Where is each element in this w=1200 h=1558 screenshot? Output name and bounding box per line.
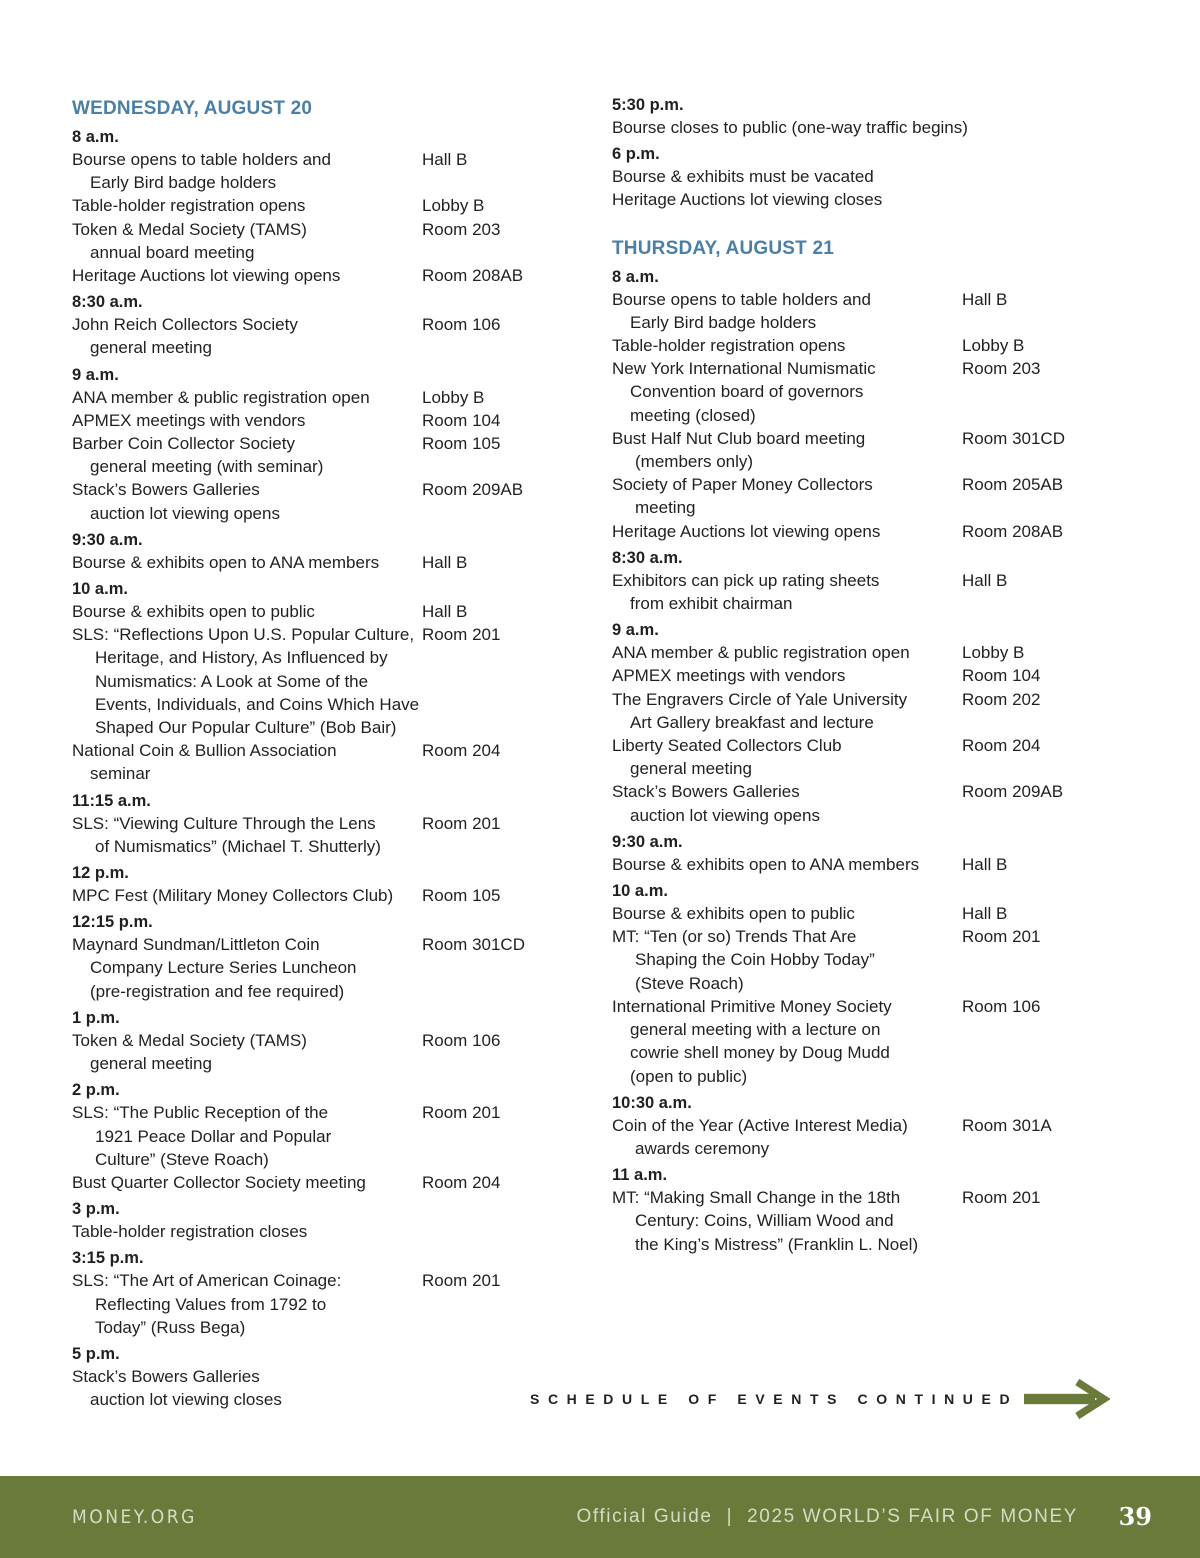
event-description	[612, 925, 962, 995]
event-row	[612, 734, 1132, 780]
event-line: International Primitive Money Society	[612, 996, 892, 1016]
event-description	[72, 386, 422, 409]
event-line: MT: “Ten (or so) Trends That Are	[612, 927, 857, 947]
time-label: 11:15 a.m.	[72, 791, 151, 810]
event-line: Maynard Sundman/Littleton Coin	[72, 935, 320, 955]
event-line: (pre-registration and fee required)	[90, 981, 345, 1001]
event-line: APMEX meetings with vendors	[72, 410, 306, 430]
event-line: Token & Medal Society (TAMS)	[72, 1030, 307, 1050]
event-row	[72, 148, 542, 194]
time-label: 6 p.m.	[612, 145, 660, 164]
event-line: 1921 Peace Dollar and Popular	[95, 1126, 332, 1146]
time-label: 2 p.m.	[72, 1081, 120, 1100]
event-description	[612, 853, 962, 876]
event-line: Culture” (Steve Roach)	[95, 1149, 269, 1169]
event-line: Heritage, and History, As Influenced by	[95, 648, 388, 668]
event-description	[612, 427, 962, 473]
event-room: Lobby B	[422, 196, 485, 216]
event-room: Room 208AB	[962, 521, 1064, 541]
event-description	[612, 520, 962, 543]
event-line: Heritage Auctions lot viewing closes	[612, 190, 883, 210]
event-room: Room 209AB	[962, 782, 1064, 802]
event-room	[422, 1365, 542, 1411]
right-blocks	[612, 266, 1132, 1256]
event-line: Shaping the Coin Hobby Today”	[635, 950, 875, 970]
event-room: Room 201	[422, 1103, 501, 1123]
footer-event-name: 2025 WORLD’S FAIR OF MONEY	[747, 1506, 1078, 1527]
event-line: Art Gallery breakfast and lecture	[630, 712, 874, 732]
event-row	[72, 1171, 542, 1194]
event-description	[72, 739, 422, 785]
event-line: seminar	[90, 764, 151, 784]
time-label: 5:30 p.m.	[612, 96, 684, 114]
event-room: Room 201	[962, 927, 1041, 947]
schedule-column-left	[72, 90, 542, 1411]
event-line: Bourse & exhibits open to public	[612, 904, 855, 924]
event-row	[612, 334, 1132, 357]
event-room: Room 205AB	[962, 475, 1064, 495]
event-description	[72, 933, 422, 1003]
event-description	[72, 148, 422, 194]
event-line: Early Bird badge holders	[90, 173, 277, 193]
event-line: National Coin & Bullion Association	[72, 741, 337, 761]
event-line: the King’s Mistress” (Franklin L. Noel)	[635, 1234, 919, 1254]
event-room: Hall B	[422, 150, 468, 169]
event-row	[72, 1269, 542, 1339]
event-description	[72, 600, 422, 623]
event-line: Convention board of governors	[630, 382, 864, 402]
event-room: Room 104	[422, 410, 501, 430]
event-line: Shaped Our Popular Culture” (Bob Bair)	[95, 718, 397, 738]
event-line: Events, Individuals, and Coins Which Have	[95, 694, 420, 714]
event-description	[72, 1171, 422, 1194]
time-label: 10 a.m.	[612, 882, 668, 901]
page-footer	[0, 1476, 1200, 1558]
event-line: Bourse opens to table holders and	[72, 150, 331, 169]
event-row	[72, 1220, 542, 1243]
event-line: meeting	[635, 498, 696, 518]
event-row	[612, 188, 1132, 211]
footer-site: MONEY.ORG	[72, 1506, 197, 1528]
event-line: Bust Half Nut Club board meeting	[612, 428, 866, 448]
event-line: Table-holder registration opens	[612, 336, 846, 356]
event-line: from exhibit chairman	[630, 594, 793, 614]
event-description	[72, 264, 422, 287]
event-row	[72, 432, 542, 478]
event-row	[612, 780, 1132, 826]
right-pre-blocks	[612, 94, 1132, 212]
event-line: Stack’s Bowers Galleries	[72, 480, 260, 500]
event-room: Lobby B	[962, 643, 1025, 663]
event-line: general meeting with a lecture on	[630, 1020, 881, 1040]
event-room: Hall B	[422, 602, 468, 622]
event-line: general meeting	[90, 338, 212, 358]
event-room: Room 201	[422, 1271, 501, 1291]
event-line: Coin of the Year (Active Interest Media)	[612, 1115, 908, 1135]
event-row	[72, 478, 542, 524]
event-line: Stack’s Bowers Galleries	[612, 782, 800, 802]
event-row	[72, 551, 542, 574]
event-room: Hall B	[962, 570, 1008, 590]
time-label: 9:30 a.m.	[72, 530, 143, 549]
event-row	[72, 218, 542, 264]
event-description	[72, 218, 422, 264]
event-room	[962, 165, 1132, 188]
event-line: MPC Fest (Military Money Collectors Club)	[72, 886, 394, 906]
arrow-right-icon	[1024, 1372, 1110, 1426]
event-line: auction lot viewing closes	[90, 1390, 282, 1410]
time-label: 11 a.m.	[612, 1166, 668, 1185]
event-room: Room 201	[422, 813, 501, 833]
event-room: Room 301CD	[422, 935, 525, 955]
event-row	[612, 925, 1132, 995]
event-room: Room 202	[962, 689, 1041, 709]
event-description	[612, 288, 962, 334]
event-line: Early Bird badge holders	[630, 312, 817, 332]
event-line: Century: Coins, William Wood and	[635, 1211, 894, 1231]
event-room: Room 105	[422, 434, 501, 454]
event-description	[72, 478, 422, 524]
event-room: Lobby B	[422, 387, 485, 407]
event-description	[72, 551, 422, 574]
event-line: Bourse opens to table holders and	[612, 289, 871, 309]
left-blocks	[72, 126, 542, 1411]
event-row	[72, 1101, 542, 1171]
event-line: cowrie shell money by Doug Mudd	[630, 1043, 890, 1063]
day-heading-thursday: THURSDAY, AUGUST 21	[612, 237, 834, 259]
event-room: Room 201	[422, 625, 501, 645]
event-room: Room 203	[962, 359, 1041, 379]
event-line: of Numismatics” (Michael T. Shutterly)	[95, 836, 381, 856]
event-row	[72, 739, 542, 785]
event-description	[72, 432, 422, 478]
event-line: Reflecting Values from 1792 to	[95, 1294, 327, 1314]
event-row	[72, 812, 542, 858]
event-line: MT: “Making Small Change in the 18th	[612, 1188, 901, 1208]
event-room: Room 204	[422, 741, 501, 761]
event-row	[72, 313, 542, 359]
event-line: Barber Coin Collector Society	[72, 434, 295, 454]
event-row	[72, 264, 542, 287]
event-room: Room 201	[962, 1188, 1041, 1208]
event-line: Table-holder registration closes	[72, 1222, 308, 1242]
event-line: annual board meeting	[90, 242, 255, 262]
event-line: John Reich Collectors Society	[72, 315, 298, 335]
event-row	[612, 116, 1132, 139]
event-line: New York International Numismatic	[612, 359, 876, 379]
event-line: Bust Quarter Collector Society meeting	[72, 1172, 366, 1192]
event-description	[612, 1186, 962, 1256]
event-room	[422, 1220, 542, 1243]
event-row	[612, 520, 1132, 543]
event-room: Hall B	[962, 289, 1008, 309]
time-label: 12:15 p.m.	[72, 913, 153, 932]
event-row	[612, 1114, 1132, 1160]
event-description	[612, 357, 962, 427]
footer-guide	[576, 1506, 1078, 1528]
event-line: SLS: “Reflections Upon U.S. Popular Culture,	[72, 625, 415, 645]
event-row	[612, 357, 1132, 427]
event-line: Token & Medal Society (TAMS)	[72, 219, 307, 239]
event-description	[612, 473, 962, 519]
event-row	[612, 688, 1132, 734]
event-line: Stack’s Bowers Galleries	[72, 1366, 260, 1386]
event-row	[612, 664, 1132, 687]
event-line: Numismatics: A Look at Some of the	[95, 671, 369, 691]
event-line: ANA member & public registration open	[612, 643, 910, 663]
event-room: Room 301A	[962, 1115, 1052, 1135]
event-description	[72, 812, 422, 858]
event-line: Bourse closes to public (one-way traffic begins)	[612, 118, 968, 137]
event-description	[72, 884, 422, 907]
event-description	[612, 116, 968, 139]
event-line: Company Lecture Series Luncheon	[90, 958, 357, 978]
event-description	[612, 641, 962, 664]
event-description	[72, 1365, 422, 1411]
event-row	[612, 995, 1132, 1088]
event-row	[612, 288, 1132, 334]
event-line: general meeting	[90, 1054, 212, 1074]
event-room	[962, 188, 1132, 211]
event-row	[72, 1029, 542, 1075]
event-description	[72, 1269, 422, 1339]
time-label: 12 p.m.	[72, 864, 129, 883]
event-line: SLS: “Viewing Culture Through the Lens	[72, 813, 376, 833]
event-line: (Steve Roach)	[635, 973, 744, 993]
event-room: Room 204	[962, 736, 1041, 756]
event-description	[612, 780, 962, 826]
event-row	[72, 386, 542, 409]
event-description	[72, 313, 422, 359]
event-row	[72, 409, 542, 432]
event-line: Today” (Russ Bega)	[95, 1317, 246, 1337]
event-row	[612, 853, 1132, 876]
time-label: 9 a.m.	[72, 365, 119, 384]
footer-separator: |	[726, 1506, 734, 1527]
event-description	[72, 1101, 422, 1171]
schedule-continued	[530, 1372, 1110, 1426]
time-label: 5 p.m.	[72, 1344, 120, 1363]
event-line: Society of Paper Money Collectors	[612, 475, 873, 495]
event-line: Heritage Auctions lot viewing opens	[612, 521, 881, 541]
event-row	[72, 194, 542, 217]
event-line: The Engravers Circle of Yale University	[612, 689, 908, 709]
event-description	[612, 165, 962, 188]
event-room: Hall B	[962, 904, 1008, 924]
event-room: Hall B	[422, 552, 468, 572]
event-description	[612, 995, 962, 1088]
event-row	[612, 1186, 1132, 1256]
event-row	[612, 165, 1132, 188]
event-description	[72, 409, 422, 432]
time-label: 9 a.m.	[612, 621, 659, 640]
event-line: Bourse & exhibits open to ANA members	[72, 552, 380, 572]
event-line: SLS: “The Public Reception of the	[72, 1103, 329, 1123]
event-description	[72, 194, 422, 217]
time-label: 3:15 p.m.	[72, 1249, 144, 1268]
event-room: Lobby B	[962, 336, 1025, 356]
event-row	[72, 1365, 542, 1411]
event-room	[962, 116, 1132, 139]
event-line: SLS: “The Art of American Coinage:	[72, 1271, 342, 1291]
event-room: Room 204	[422, 1172, 501, 1192]
event-row	[612, 902, 1132, 925]
time-label: 8:30 a.m.	[612, 548, 683, 567]
footer-guide-label: Official Guide	[576, 1506, 713, 1527]
event-line: Heritage Auctions lot viewing opens	[72, 266, 341, 286]
event-line: APMEX meetings with vendors	[612, 666, 846, 686]
event-room: Room 208AB	[422, 266, 524, 286]
event-room: Room 104	[962, 666, 1041, 686]
event-row	[612, 641, 1132, 664]
event-row	[612, 569, 1132, 615]
time-label: 10:30 a.m.	[612, 1093, 692, 1112]
event-row	[612, 473, 1132, 519]
schedule-column-right	[612, 90, 1132, 1256]
event-room: Room 106	[422, 315, 501, 335]
event-description	[72, 1029, 422, 1075]
event-description	[612, 664, 962, 687]
event-row	[72, 623, 542, 739]
event-line: awards ceremony	[635, 1138, 770, 1158]
event-description	[612, 569, 962, 615]
event-description	[612, 688, 962, 734]
event-room: Room 105	[422, 886, 501, 906]
continued-label: SCHEDULE OF EVENTS CONTINUED	[530, 1391, 1019, 1407]
event-line: Bourse & exhibits open to public	[72, 602, 315, 622]
event-line: Bourse & exhibits must be vacated	[612, 167, 874, 187]
event-line: Liberty Seated Collectors Club	[612, 736, 842, 756]
time-label: 8 a.m.	[72, 128, 119, 146]
event-line: auction lot viewing opens	[630, 805, 820, 825]
event-line: general meeting	[630, 759, 752, 779]
event-line: general meeting (with seminar)	[90, 457, 324, 477]
event-row	[612, 427, 1132, 473]
event-description	[72, 1220, 422, 1243]
event-description	[612, 734, 962, 780]
day-heading-wednesday: WEDNESDAY, AUGUST 20	[72, 98, 313, 119]
page-number: 39	[1118, 1502, 1152, 1531]
event-description	[612, 1114, 962, 1160]
event-line: (open to public)	[630, 1066, 748, 1086]
event-row	[72, 600, 542, 623]
event-description	[612, 334, 962, 357]
time-label: 1 p.m.	[72, 1008, 120, 1027]
event-line: (members only)	[635, 452, 754, 472]
time-label: 8 a.m.	[612, 267, 659, 286]
time-label: 3 p.m.	[72, 1200, 120, 1219]
time-label: 10 a.m.	[72, 580, 128, 599]
time-label: 9:30 a.m.	[612, 832, 683, 851]
event-room: Room 301CD	[962, 428, 1065, 448]
event-row	[72, 933, 542, 1003]
time-label: 8:30 a.m.	[72, 293, 143, 312]
event-line: meeting (closed)	[630, 405, 756, 425]
event-line: Exhibitors can pick up rating sheets	[612, 570, 880, 590]
event-line: ANA member & public registration open	[72, 387, 370, 407]
event-room: Room 106	[962, 996, 1041, 1016]
event-description	[612, 188, 962, 211]
event-row	[72, 884, 542, 907]
event-line: Bourse & exhibits open to ANA members	[612, 854, 920, 874]
event-description	[612, 902, 962, 925]
event-line: auction lot viewing opens	[90, 503, 280, 523]
event-room: Hall B	[962, 854, 1008, 874]
event-description	[72, 623, 422, 739]
event-line: Table-holder registration opens	[72, 196, 306, 216]
event-room: Room 106	[422, 1030, 501, 1050]
event-room: Room 209AB	[422, 480, 524, 500]
event-room: Room 203	[422, 219, 501, 239]
